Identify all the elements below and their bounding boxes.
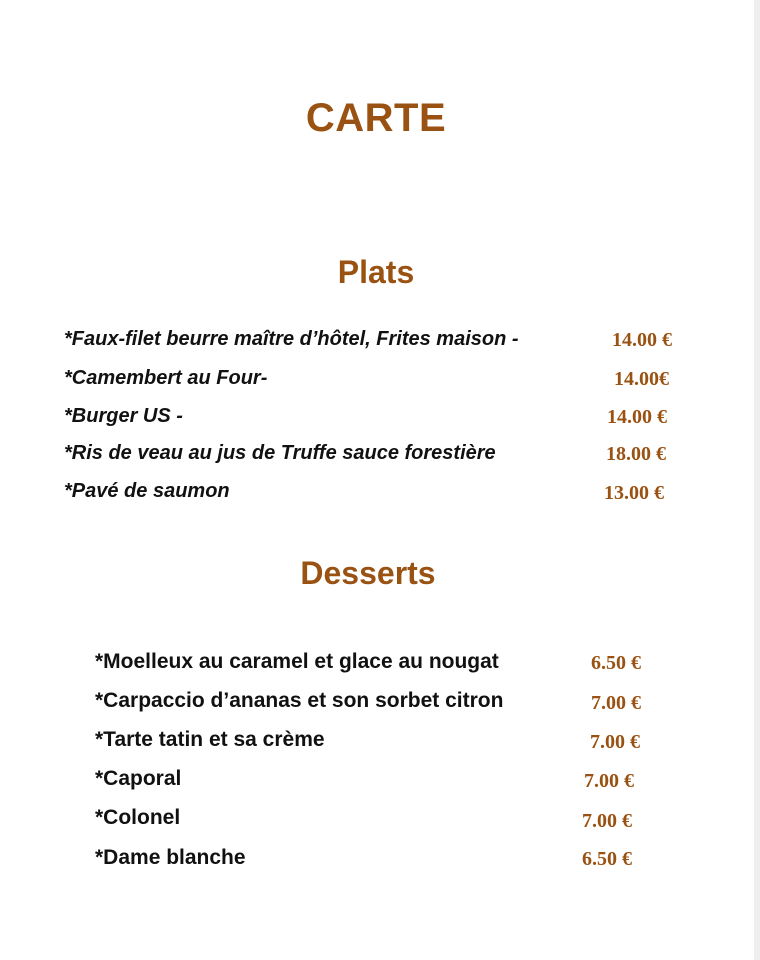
plat-price: 14.00€ [614,368,669,390]
plat-price: 18.00 € [606,443,666,465]
section-title-plats: Plats [337,254,415,290]
dessert-price: 7.00 € [584,770,634,792]
dessert-name: *Colonel [95,806,181,829]
plat-name: *Burger US - [64,405,183,427]
dessert-price: 7.00 € [590,731,640,753]
plat-price: 13.00 € [604,482,664,504]
page-edge [754,0,760,960]
dessert-price: 6.50 € [591,652,641,674]
dessert-name: *Moelleux au caramel et glace au nougat [95,650,499,673]
plat-name: *Ris de veau au jus de Truffe sauce forestière [64,442,496,464]
plat-name: *Pavé de saumon [64,480,230,502]
plat-name: *Faux-filet beurre maître d’hôtel, Frites maison - [64,328,519,350]
dessert-price: 6.50 € [582,848,632,870]
plat-price: 14.00 € [607,406,667,428]
plat-price: 14.00 € [612,329,672,351]
dessert-name: *Tarte tatin et sa crème [95,728,325,751]
dessert-name: *Carpaccio d’ananas et son sorbet citron [95,689,504,712]
dessert-name: *Caporal [95,767,182,790]
dessert-name: *Dame blanche [95,846,246,869]
plat-name: *Camembert au Four- [64,367,268,389]
section-title-desserts: Desserts [300,555,436,591]
dessert-price: 7.00 € [591,692,641,714]
dessert-price: 7.00 € [582,810,632,832]
menu-title: CARTE [305,96,447,140]
